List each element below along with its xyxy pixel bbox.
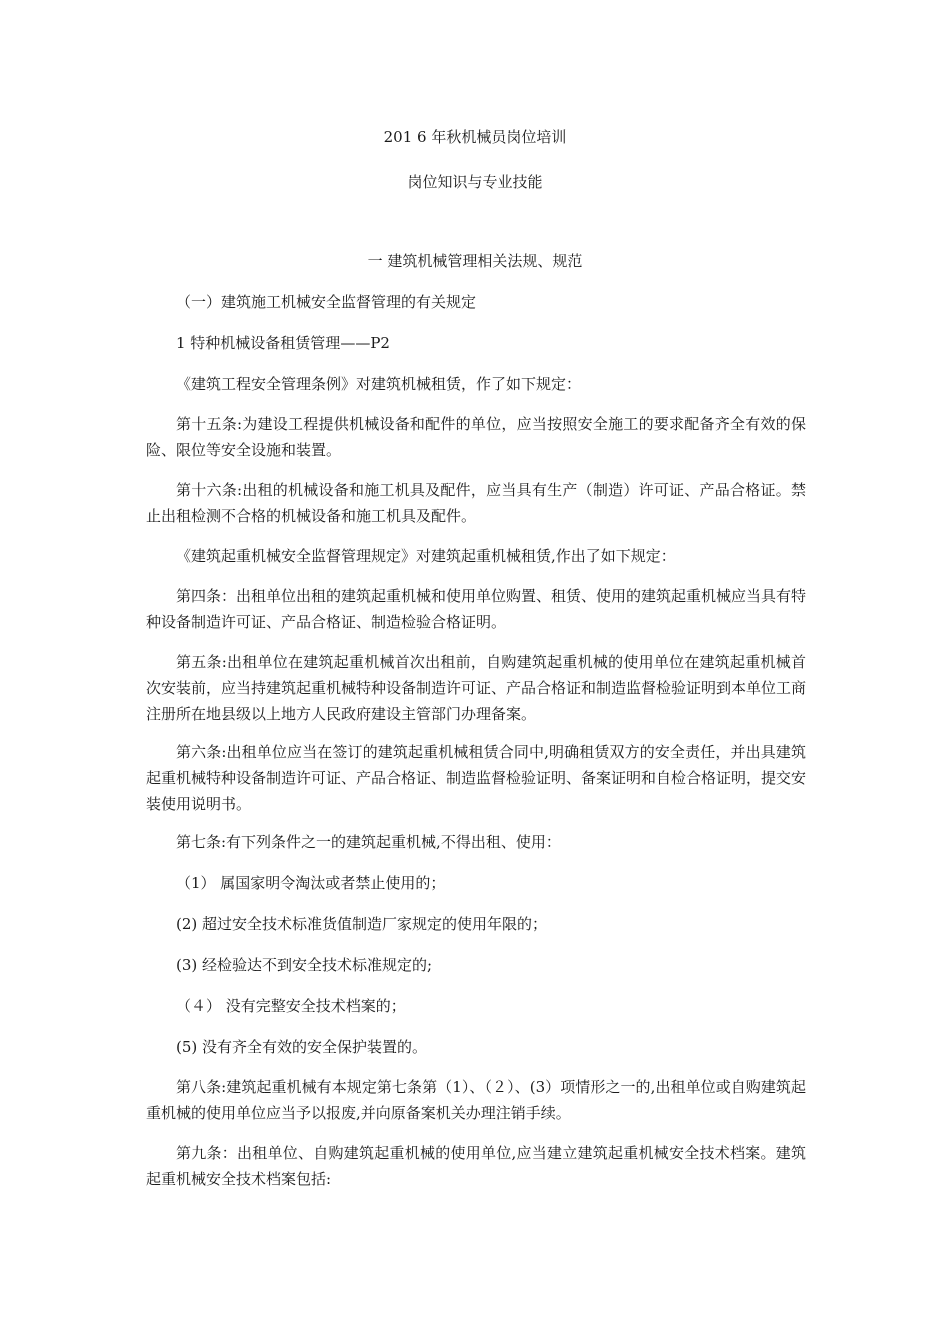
regulation-intro: 《建筑起重机械安全监督管理规定》对建筑起重机械租赁,作出了如下规定：: [176, 547, 676, 565]
subsection-heading: （一）建筑施工机械安全监督管理的有关规定: [176, 293, 477, 311]
list-item: (2) 超过安全技术标准货值制造厂家规定的使用年限的；: [176, 915, 548, 933]
article-16: 第十六条:出租的机械设备和施工机具及配件，应当具有生产（制造）许可证、产品合格证。禁止出租检测不合格的机械设备和施工机具及配件。: [146, 481, 806, 525]
list-item: （1） 属国家明令淘汰或者禁止使用的；: [176, 874, 446, 892]
document-title: 201 6 年秋机械员岗位培训: [383, 128, 567, 146]
article-15: 第十五条:为建设工程提供机械设备和配件的单位，应当按照安全施工的要求配备齐全有效的保险、限位等安全设施和装置。: [146, 415, 806, 459]
item-heading: 1 特种机械设备租赁管理——P2: [176, 334, 390, 352]
article-5: 第五条:出租单位在建筑起重机械首次出租前，自购建筑起重机械的使用单位在建筑起重机械首次安装前，应当持建筑起重机械特种设备制造许可证、产品合格证和制造监督检验证明到本单位工商注册所在地县级以上地方人民政府建设主管部门办理备案。: [146, 653, 807, 723]
list-item: （４） 没有完整安全技术档案的；: [176, 997, 406, 1015]
article-6: 第六条:出租单位应当在签订的建筑起重机械租赁合同中,明确租赁双方的安全责任，并出具建筑起重机械特种设备制造许可证、产品合格证、制造监督检验证明、备案证明和自检合格证明，提交安装使用说明书。: [146, 743, 807, 813]
document-subtitle: 岗位知识与专业技能: [407, 173, 543, 191]
article-8: 第八条:建筑起重机械有本规定第七条第（1）、（２）、(3）项情形之一的,出租单位或自购建筑起重机械的使用单位应当予以报废,并向原备案机关办理注销手续。: [146, 1078, 806, 1122]
article-9: 第九条：出租单位、自购建筑起重机械的使用单位,应当建立建筑起重机械安全技术档案。建筑起重机械安全技术档案包括:: [146, 1144, 806, 1188]
article-4: 第四条：出租单位出租的建筑起重机械和使用单位购置、租赁、使用的建筑起重机械应当具有特种设备制造许可证、产品合格证、制造检验合格证明。: [146, 587, 807, 631]
list-item: (5) 没有齐全有效的安全保护装置的。: [176, 1038, 428, 1056]
article-7: 第七条:有下列条件之一的建筑起重机械,不得出租、使用：: [176, 833, 561, 851]
section-heading: 一 建筑机械管理相关法规、规范: [367, 252, 583, 270]
regulation-intro: 《建筑工程安全管理条例》对建筑机械租赁，作了如下规定：: [176, 375, 582, 393]
list-item: (3) 经检验达不到安全技术标准规定的;: [176, 956, 433, 974]
